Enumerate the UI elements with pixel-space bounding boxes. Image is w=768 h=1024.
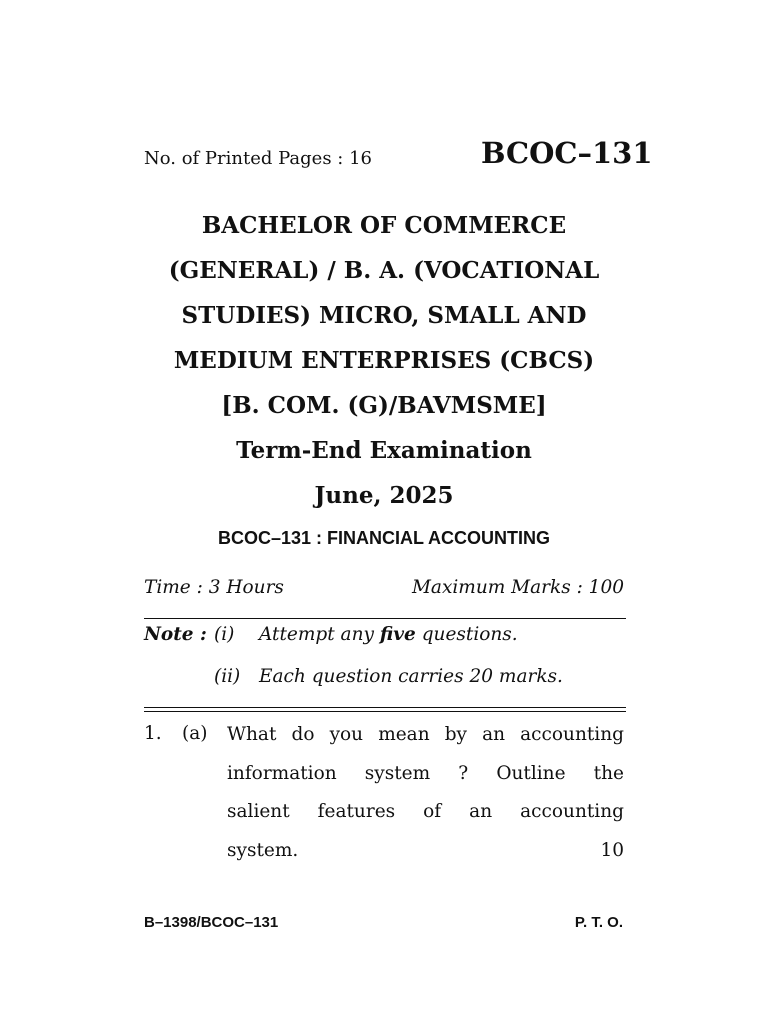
double-rule-top [144, 707, 626, 708]
note-text-bold: five [379, 624, 416, 645]
question-text [227, 716, 624, 870]
note-item-text [259, 624, 518, 645]
double-rule-bottom [144, 711, 626, 712]
word: the [593, 762, 624, 784]
title-block [144, 203, 624, 518]
title-line: (GENERAL) / B. A. (VOCATIONAL [168, 257, 600, 284]
question-number: 1. [144, 723, 162, 744]
footer-code: B–1398/BCOC–131 [144, 914, 279, 931]
time-allowed: Time : 3 Hours [144, 577, 284, 598]
word: mean [378, 724, 430, 745]
note-item-text: Each question carries 20 marks. [259, 666, 563, 687]
word: of [423, 801, 442, 822]
note-text-post: questions. [415, 624, 518, 645]
word: accounting [520, 724, 624, 745]
question-part: (a) [182, 723, 208, 744]
word: What [227, 724, 277, 745]
note-item-number: (i) [214, 624, 235, 645]
course-title: BCOC–131 : FINANCIAL ACCOUNTING [217, 528, 551, 548]
word: an [482, 724, 506, 745]
question-line [227, 755, 624, 794]
word: you [329, 724, 364, 745]
title-line: BACHELOR OF COMMERCE [201, 212, 567, 239]
word: by [444, 724, 468, 745]
question-last-word: system. [227, 839, 299, 861]
question-line [227, 716, 624, 755]
maximum-marks: Maximum Marks : 100 [411, 577, 624, 598]
note-label: Note : [144, 624, 207, 645]
word: ? [458, 762, 469, 784]
exam-name: Term-End Examination [236, 437, 532, 464]
printed-pages: No. of Printed Pages : 16 [144, 148, 372, 169]
footer-pto: P. T. O. [574, 914, 623, 931]
title-line: STUDIES) MICRO, SMALL AND [181, 302, 587, 329]
paper-code: BCOC–131 [481, 136, 653, 170]
note-text-pre: Attempt any [259, 624, 380, 645]
title-line: [B. COM. (G)/BAVMSME] [221, 392, 547, 419]
question-marks: 10 [600, 839, 624, 861]
word: do [291, 724, 315, 745]
note-item-number: (ii) [214, 666, 241, 687]
question-line [227, 832, 624, 871]
word: an [469, 801, 493, 822]
word: accounting [520, 801, 624, 822]
word: information [227, 762, 337, 784]
word: features [317, 801, 396, 822]
exam-date: June, 2025 [314, 482, 454, 509]
question-line [227, 793, 624, 832]
word: salient [227, 801, 290, 822]
title-line: MEDIUM ENTERPRISES (CBCS) [173, 347, 595, 374]
word: Outline [496, 762, 566, 784]
divider-rule [144, 618, 626, 619]
word: system [364, 762, 431, 784]
